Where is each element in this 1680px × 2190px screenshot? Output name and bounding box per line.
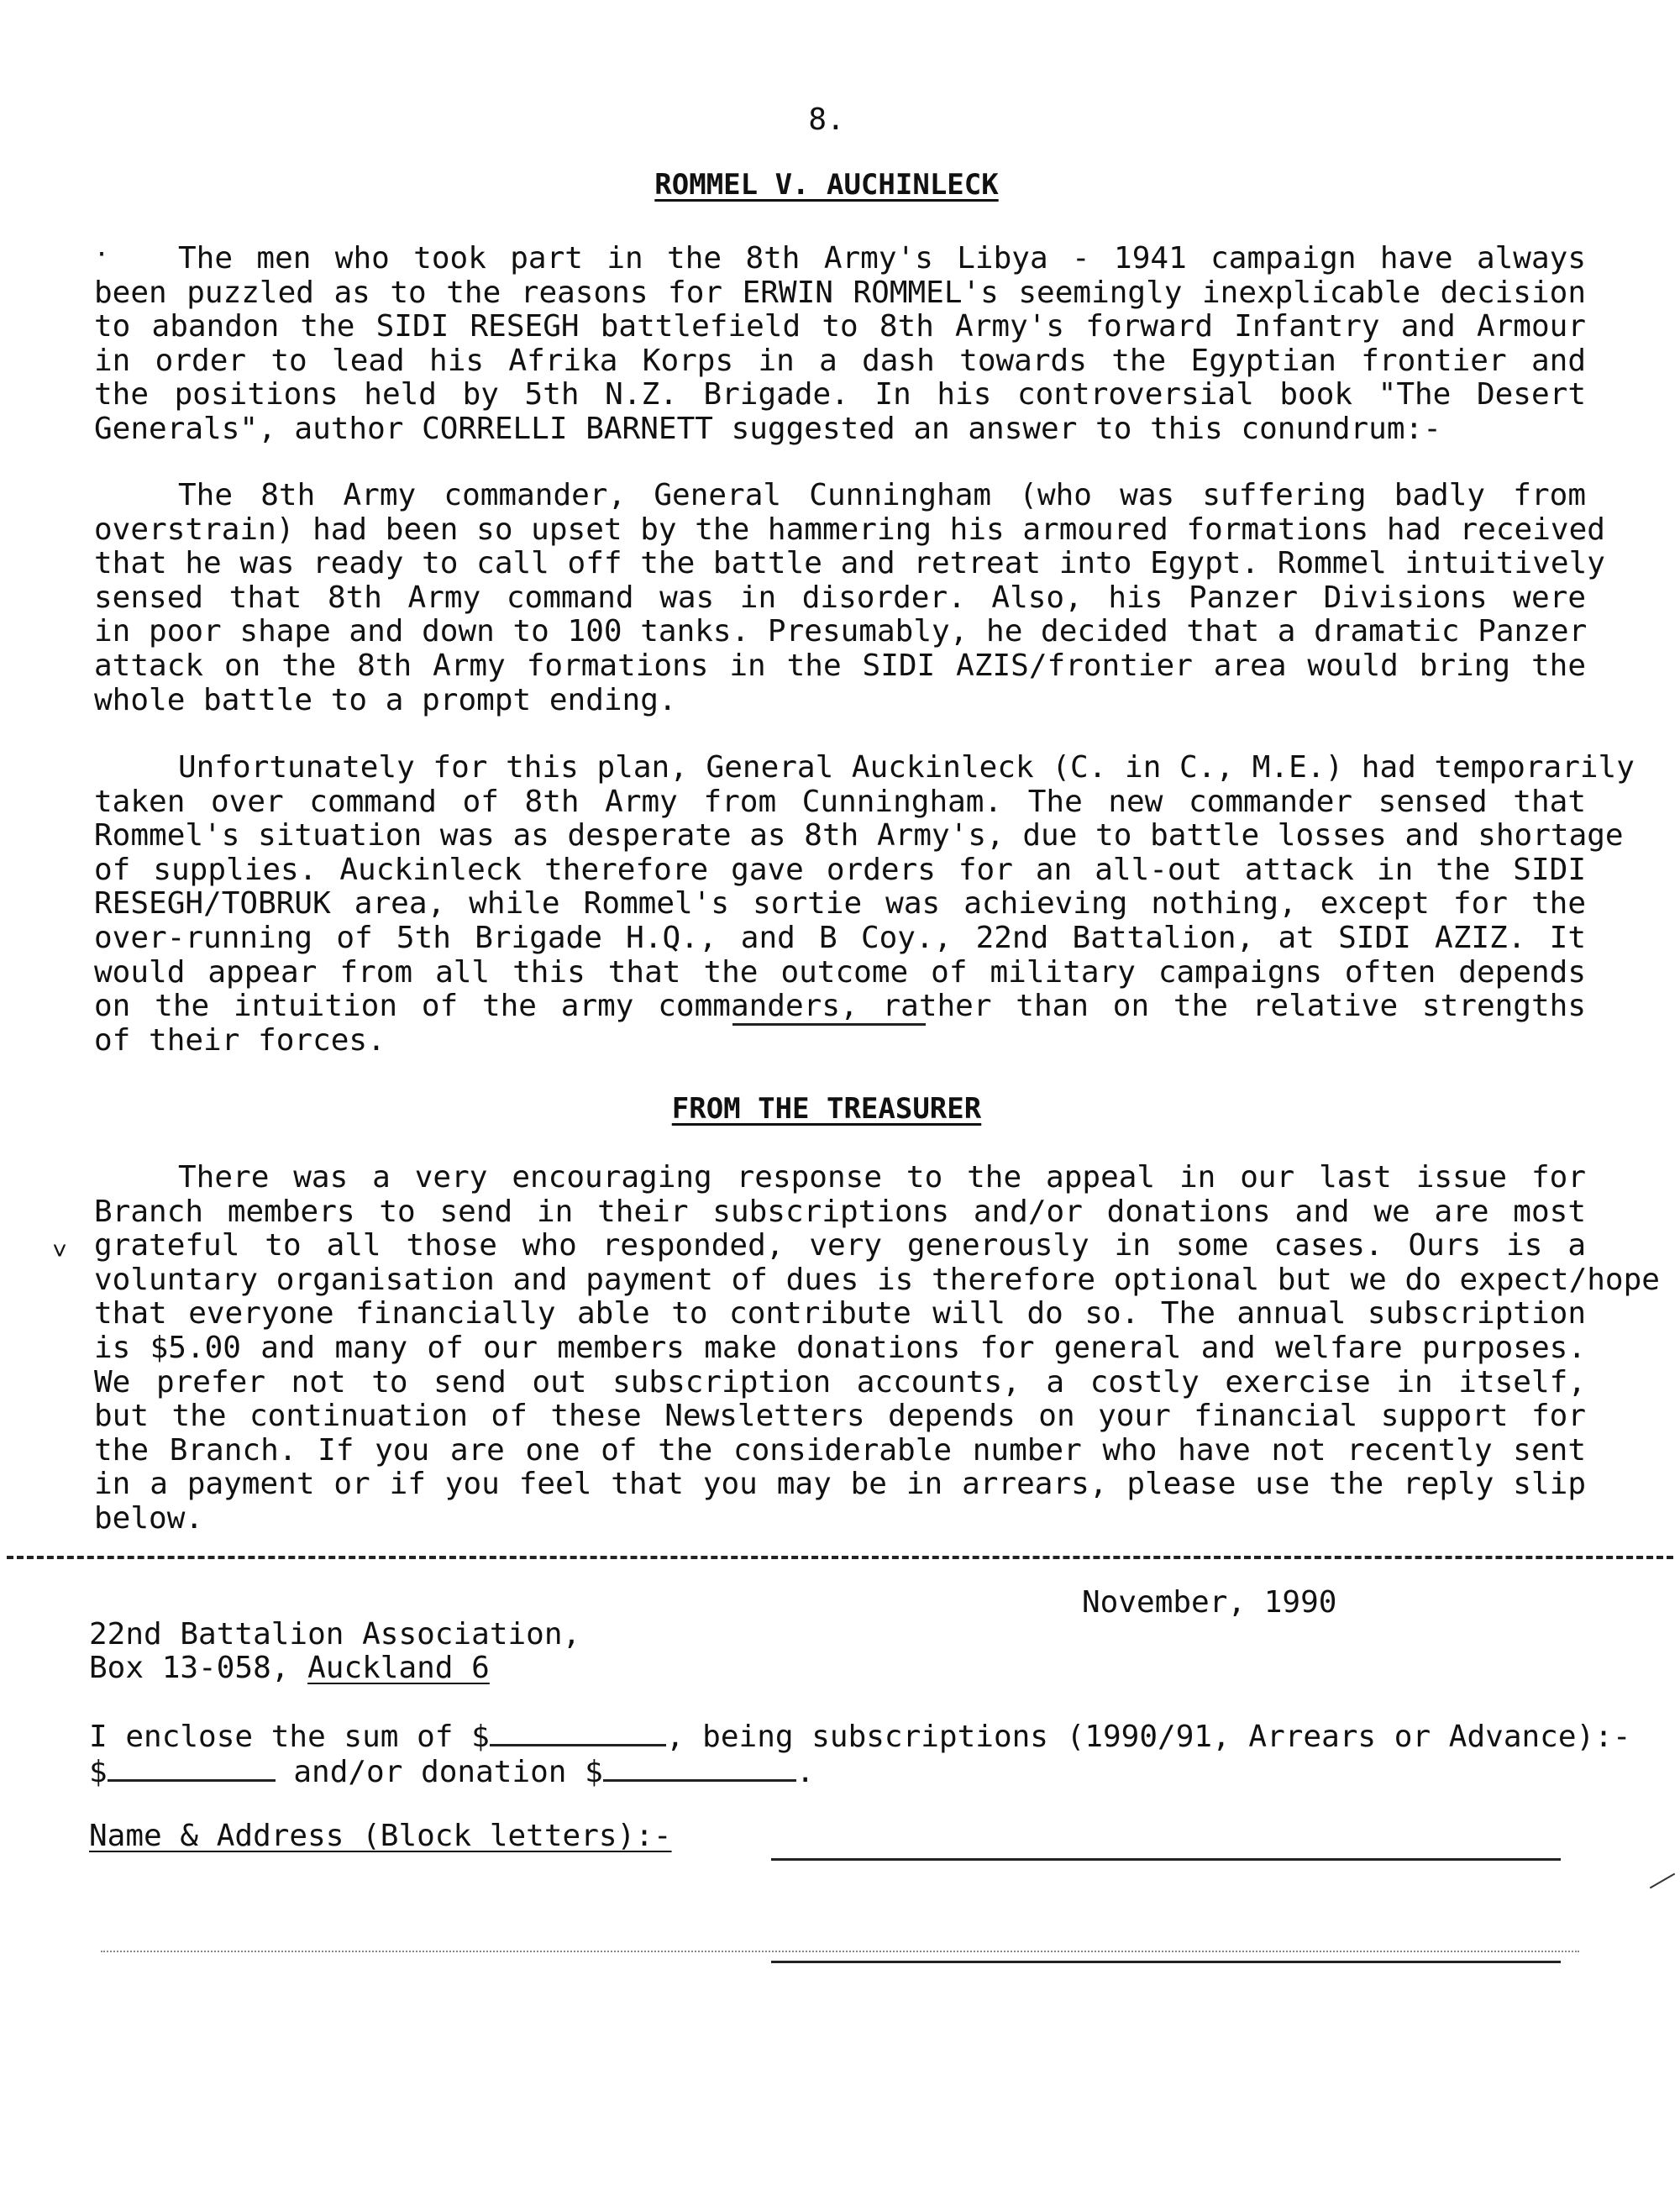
text-line: The 8th Army commander, General Cunningham (who was suffering badly from xyxy=(178,478,1586,512)
paragraph-1 xyxy=(94,242,1586,447)
text-line: in order to lead his Afrika Korps in a dash towards the Egyptian frontier and xyxy=(94,343,1586,378)
text-line: that he was ready to call off the battle and retreat into Egypt. Rommel intuitively xyxy=(94,546,1605,581)
text-line: is $5.00 and many of our members make donations for general and welfare purposes. xyxy=(94,1330,1586,1365)
text-line: We prefer not to send out subscription accounts, a costly exercise in itself, xyxy=(94,1364,1586,1400)
slip-date: November, 1990 xyxy=(1082,1585,1337,1620)
slip-address-line-2 xyxy=(89,1652,490,1685)
stray-dot-mark: · xyxy=(94,240,110,270)
text-line: been puzzled as to the reasons for ERWIN ROMMEL's seemingly inexplicable decision xyxy=(94,275,1586,310)
enclose-suffix: , being subscriptions (1990/91, Arrears or Advance):- xyxy=(665,1720,1631,1754)
arrears-amount-blank[interactable] xyxy=(108,1754,276,1782)
text-line: would appear from all this that the outcome of military campaigns often depends xyxy=(94,954,1586,990)
slip-donation-line xyxy=(89,1754,815,1789)
text-line: overstrain) had been so upset by the hammering his armoured formations had received xyxy=(94,512,1605,547)
cut-line xyxy=(7,1556,1673,1559)
name-address-blank-2[interactable] xyxy=(771,1961,1561,1963)
slip-enclose-line xyxy=(89,1719,1631,1754)
text-line: that everyone financially able to contribute will do so. The annual subscription xyxy=(94,1296,1586,1331)
donation-middle: and/or donation $ xyxy=(275,1755,603,1789)
text-line: voluntary organisation and payment of dues is therefore optional but we do expect/hope xyxy=(94,1262,1660,1297)
text-line: of supplies. Auckinleck therefore gave orders for an all-out attack in the SIDI xyxy=(94,852,1586,887)
text-line: sensed that 8th Army command was in disorder. Also, his Panzer Divisions were xyxy=(94,580,1586,615)
slip-address-line-1: 22nd Battalion Association, xyxy=(89,1617,581,1652)
stray-pen-mark xyxy=(1650,1873,1675,1889)
text-line: Unfortunately for this plan, General Auckinleck (C. in C., M.E.) had temporarily xyxy=(178,750,1635,785)
text-line: over-running of 5th Brigade H.Q., and B Coy., 22nd Battalion, at SIDI AZIZ. It xyxy=(94,920,1586,955)
page-number: 8. xyxy=(808,102,845,137)
donation-amount-blank[interactable] xyxy=(603,1754,796,1782)
text-line: attack on the 8th Army formations in the SIDI AZIS/frontier area would bring the xyxy=(94,648,1586,683)
text-line: the positions held by 5th N.Z. Brigade. In his controversial book "The Desert xyxy=(94,377,1586,412)
text-line: to abandon the SIDI RESEGH battlefield to 8th Army's forward Infantry and Armour xyxy=(94,309,1586,344)
name-address-label: Name & Address (Block letters):- xyxy=(89,1819,672,1853)
text-line: on the intuition of the army commanders, rather than on the relative strengths xyxy=(94,989,1586,1024)
text-line: Rommel's situation was as desperate as 8th Army's, due to battle losses and shortage xyxy=(94,818,1624,853)
text-line: grateful to all those who responded, very generously in some cases. Ours is a xyxy=(94,1228,1586,1263)
section-divider xyxy=(732,1023,926,1026)
slip-address-box: Box 13-058, xyxy=(89,1651,308,1685)
text-line: Branch members to send in their subscriptions and/or donations and we are most xyxy=(94,1194,1586,1229)
text-line: but the continuation of these Newsletters depends on your financial support for xyxy=(94,1399,1586,1434)
faint-scan-line xyxy=(101,1951,1579,1952)
name-address-blank-1[interactable] xyxy=(771,1858,1561,1861)
section-heading-rommel xyxy=(0,168,1653,202)
text-line: There was a very encouraging response to the appeal in our last issue for xyxy=(178,1160,1586,1195)
paragraph-2 xyxy=(94,478,1605,717)
subscription-amount-blank[interactable] xyxy=(490,1719,666,1746)
enclose-prefix: I enclose the sum of $ xyxy=(89,1720,490,1754)
slip-address-city: Auckland 6 xyxy=(307,1651,490,1685)
paragraph-4 xyxy=(94,1160,1660,1536)
section-heading-text: FROM THE TREASURER xyxy=(671,1092,982,1126)
section-heading-text: ROMMEL V. AUCHINLECK xyxy=(654,168,999,202)
text-line: taken over command of 8th Army from Cunningham. The new commander sensed that xyxy=(94,784,1586,819)
paragraph-3 xyxy=(94,750,1635,1058)
text-line: below. xyxy=(94,1500,204,1536)
stray-ink-mark: ˅ xyxy=(52,1237,68,1266)
text-line: in a payment or if you feel that you may be in arrears, please use the reply slip xyxy=(94,1467,1586,1502)
text-line: whole battle to a prompt ending. xyxy=(94,682,677,717)
donation-prefix: $ xyxy=(89,1755,108,1789)
text-line: The men who took part in the 8th Army's Libya - 1941 campaign have always xyxy=(178,241,1586,276)
text-line: the Branch. If you are one of the considerable number who have not recently sent xyxy=(94,1432,1586,1468)
section-heading-treasurer xyxy=(0,1092,1653,1126)
text-line: in poor shape and down to 100 tanks. Presumably, he decided that a dramatic Panzer xyxy=(94,614,1588,649)
text-line: of their forces. xyxy=(94,1022,386,1058)
text-line: RESEGH/TOBRUK area, while Rommel's sortie was achieving nothing, except for the xyxy=(94,886,1586,922)
donation-suffix: . xyxy=(795,1755,815,1789)
text-line: Generals", author CORRELLI BARNETT suggested an answer to this conundrum:- xyxy=(94,411,1441,446)
